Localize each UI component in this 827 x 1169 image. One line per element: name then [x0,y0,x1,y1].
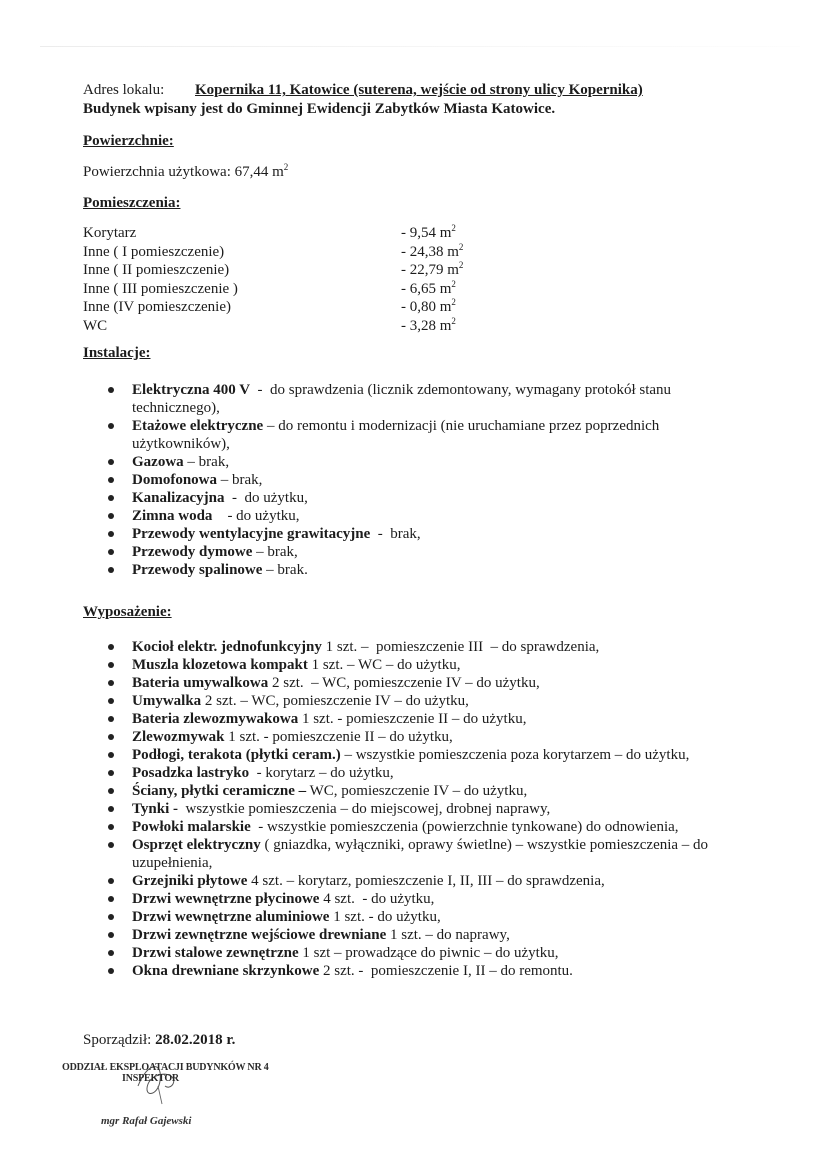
room-area-sup: 2 [458,260,464,270]
installation-item-name: Etażowe elektryczne [132,418,264,434]
room-name: WC [83,317,108,334]
installation-item-name: Zimna woda [132,508,213,524]
equipment-item-name: Umywalka [132,693,202,709]
equipment-item-status: 2 szt. - pomieszczenie I, II – do remontu. [319,963,573,979]
room-area-value: - 6,65 m [401,280,452,297]
bullet-icon [108,968,114,974]
bullet-icon [108,513,114,519]
equipment-item-status: 4 szt. - do użytku, [319,891,435,907]
installations-list [107,381,747,579]
bullet-icon [108,878,114,884]
address-label: Adres lokalu: [83,82,165,98]
equipment-item [107,836,747,872]
equipment-item-name: Kocioł elektr. jednofunkcyjny [132,639,322,655]
equipment-item-status: 4 szt. – korytarz, pomieszczenie I, II, III – do sprawdzenia, [247,873,605,889]
bullet-icon [108,734,114,740]
installation-item [107,381,747,417]
room-row [83,315,483,337]
equipment-item [107,926,747,944]
installation-item-status: – do remontu i modernizacji (nie uruchamiane przez poprzednich [263,418,660,434]
equipment-item-continuation: uzupełnienia, [132,855,213,871]
room-area [401,315,456,335]
equipment-item [107,800,747,818]
room-area [401,225,456,242]
room-row [83,241,483,263]
bullet-icon [108,896,114,902]
room-area-sup: 2 [451,297,456,307]
equipment-item-status: 1 szt. - pomieszczenie II – do użytku, [298,711,527,727]
installation-item-name: Przewody dymowe [132,544,253,560]
equipment-item-status: 1 szt – prowadzące do piwnic – do użytku, [298,945,559,961]
installation-item-continuation: użytkowników), [132,436,230,452]
installation-item [107,489,747,507]
equipment-heading: Wyposażenie: [83,604,172,620]
installation-item [107,417,747,453]
equipment-item-name: Zlewozmywak [132,729,225,745]
equipment-item [107,710,747,728]
equipment-item-name: Drzwi wewnętrzne aluminiowe [132,909,330,925]
equipment-item [107,908,747,926]
installation-item [107,543,747,561]
bullet-icon [108,477,114,483]
room-area-value: - 9,54 m [401,225,452,241]
signature-tail [158,1086,162,1104]
room-area [401,278,456,298]
bullet-icon [108,788,114,794]
installations-heading: Instalacje: [83,345,151,361]
bullet-icon [108,770,114,776]
room-area-value: - 3,28 m [401,317,452,334]
bullet-icon [108,950,114,956]
room-area-sup: 2 [451,315,456,326]
prepared-label: Sporządził: [83,1032,156,1048]
equipment-item [107,692,747,710]
equipment-item-name: Podłogi, terakota (płytki ceram.) [132,747,341,763]
bullet-icon [108,824,114,830]
bullet-icon [108,459,114,465]
installation-item-continuation: technicznego), [132,400,220,416]
equipment-item-name: Ściany, płytki ceramiczne – [132,783,307,799]
equipment-item [107,944,747,962]
room-name: Inne ( III pomieszczenie ) [83,280,238,297]
installation-item-status: - do sprawdzenia (licznik zdemontowany, wymagany protokół stanu [250,382,672,398]
equipment-item [107,746,747,764]
bullet-icon [108,698,114,704]
surfaces-heading: Powierzchnie: [83,133,174,149]
equipment-item-name: Drzwi stalowe zewnętrzne [132,945,299,961]
bullet-icon [108,914,114,920]
installation-item-status: - do użytku, [224,490,308,506]
installation-item-status: - do użytku, [212,508,300,524]
equipment-item-name: Grzejniki płytowe [132,873,248,889]
stamp-line2: INSPEKTOR [122,1073,179,1084]
equipment-item-status: 1 szt. - do użytku, [329,909,441,925]
room-row [83,262,483,281]
equipment-item-status: 1 szt. – do naprawy, [386,927,510,943]
equipment-item-status: WC, pomieszczenie IV – do użytku, [306,783,528,799]
room-area-sup: 2 [458,241,464,252]
room-area [401,299,456,316]
usable-area-text: Powierzchnia użytkowa: 67,44 m [83,164,284,180]
installation-item-name: Kanalizacyjna [132,490,225,506]
equipment-item-name: Muszla klozetowa kompakt [132,657,308,673]
equipment-item-name: Tynki - [132,801,178,817]
usable-area [83,163,288,181]
stamp-line1: ODDZIAŁ EKSPLOATACJI BUDYNKÓW NR 4 [62,1062,269,1073]
room-area [401,262,463,279]
room-name: Inne ( I pomieszczenie) [83,243,225,260]
installation-item-status: – brak, [217,472,263,488]
equipment-item-status: 2 szt. – WC, pomieszczenie IV – do użytku, [201,693,469,709]
heritage-note: Budynek wpisany jest do Gminnej Ewidencji Zabytków Miasta Katowice. [83,101,556,117]
equipment-item-name: Posadzka lastryko [132,765,250,781]
bullet-icon [108,752,114,758]
equipment-item [107,962,747,980]
prepared-date: 28.02.2018 r. [155,1032,236,1048]
equipment-list [107,638,747,980]
installation-item-status: – brak, [183,454,230,470]
room-area-value: - 22,79 m [401,262,459,278]
installation-item [107,453,747,471]
equipment-item [107,872,747,890]
bullet-icon [108,932,114,938]
installation-item-status: - brak, [370,526,421,542]
equipment-item-status: ( gniazdka, wyłączniki, oprawy świetlne) – wszystkie pomieszczenia – do [260,837,709,853]
bullet-icon [108,644,114,650]
equipment-item [107,656,747,674]
stamp-name: mgr Rafał Gajewski [101,1115,192,1127]
installation-item-name: Gazowa [132,454,184,470]
address-value: Kopernika 11, Katowice (suterena, wejście od strony ulicy Kopernika) [195,82,643,98]
room-area-value: - 24,38 m [401,243,459,260]
bullet-icon [108,842,114,848]
equipment-item [107,890,747,908]
bullet-icon [108,567,114,573]
installation-item [107,471,747,489]
equipment-item-name: Drzwi zewnętrzne wejściowe drewniane [132,927,387,943]
equipment-item [107,728,747,746]
bullet-icon [108,549,114,555]
equipment-item [107,674,747,692]
installation-item [107,507,747,525]
room-name: Inne ( II pomieszczenie) [83,262,230,278]
equipment-item-name: Okna drewniane skrzynkowe [132,963,320,979]
rooms-table [83,225,483,336]
installation-item-name: Przewody wentylacyjne grawitacyjne [132,526,371,542]
equipment-item-status: - wszystkie pomieszczenia (powierzchnie tynkowane) do odnowienia, [250,819,679,835]
installation-item-name: Elektryczna 400 V [132,382,251,398]
installation-item-status: – brak. [262,562,308,578]
room-row [83,299,483,318]
room-name: Inne (IV pomieszczenie) [83,299,231,315]
equipment-item-status: 1 szt. – pomieszczenie III – do sprawdzenia, [321,639,600,655]
stamp [62,1062,269,1084]
equipment-item-status: 2 szt. – WC, pomieszczenie IV – do użytku, [268,675,540,691]
bullet-icon [108,662,114,668]
equipment-item-name: Osprzęt elektryczny [132,837,261,853]
bullet-icon [108,716,114,722]
equipment-item [107,818,747,836]
installation-item-name: Przewody spalinowe [132,562,263,578]
equipment-item-name: Drzwi wewnętrzne płycinowe [132,891,320,907]
rooms-heading: Pomieszczenia: [83,195,181,211]
room-area [401,241,464,261]
bullet-icon [108,387,114,393]
equipment-item-status: - korytarz – do użytku, [249,765,394,781]
equipment-item [107,638,747,656]
equipment-item-name: Bateria umywalkowa [132,675,269,691]
bullet-icon [108,680,114,686]
installation-item [107,525,747,543]
equipment-item-status: – wszystkie pomieszczenia poza korytarzem – do użytku, [340,747,690,763]
equipment-item-name: Bateria zlewozmywakowa [132,711,299,727]
room-row [83,278,483,300]
bullet-icon [108,495,114,501]
bullet-icon [108,531,114,537]
equipment-item-name: Powłoki malarskie [132,819,251,835]
equipment-item [107,764,747,782]
equipment-item-status: 1 szt. - pomieszczenie II – do użytku, [224,729,453,745]
installation-item-name: Domofonowa [132,472,217,488]
room-area-sup: 2 [451,223,456,233]
installation-item [107,561,747,579]
room-area-sup: 2 [451,278,456,289]
equipment-item [107,782,747,800]
scan-artifact-line [40,46,800,47]
room-name: Korytarz [83,225,137,241]
room-area-value: - 0,80 m [401,299,452,315]
room-row [83,225,483,244]
bullet-icon [108,423,114,429]
equipment-item-status: wszystkie pomieszczenia – do miejscowej, drobnej naprawy, [178,801,551,817]
equipment-item-status: 1 szt. – WC – do użytku, [307,657,461,673]
prepared-by [83,1031,235,1049]
usable-area-sup: 2 [283,162,289,172]
bullet-icon [108,806,114,812]
installation-item-status: – brak, [252,544,298,560]
